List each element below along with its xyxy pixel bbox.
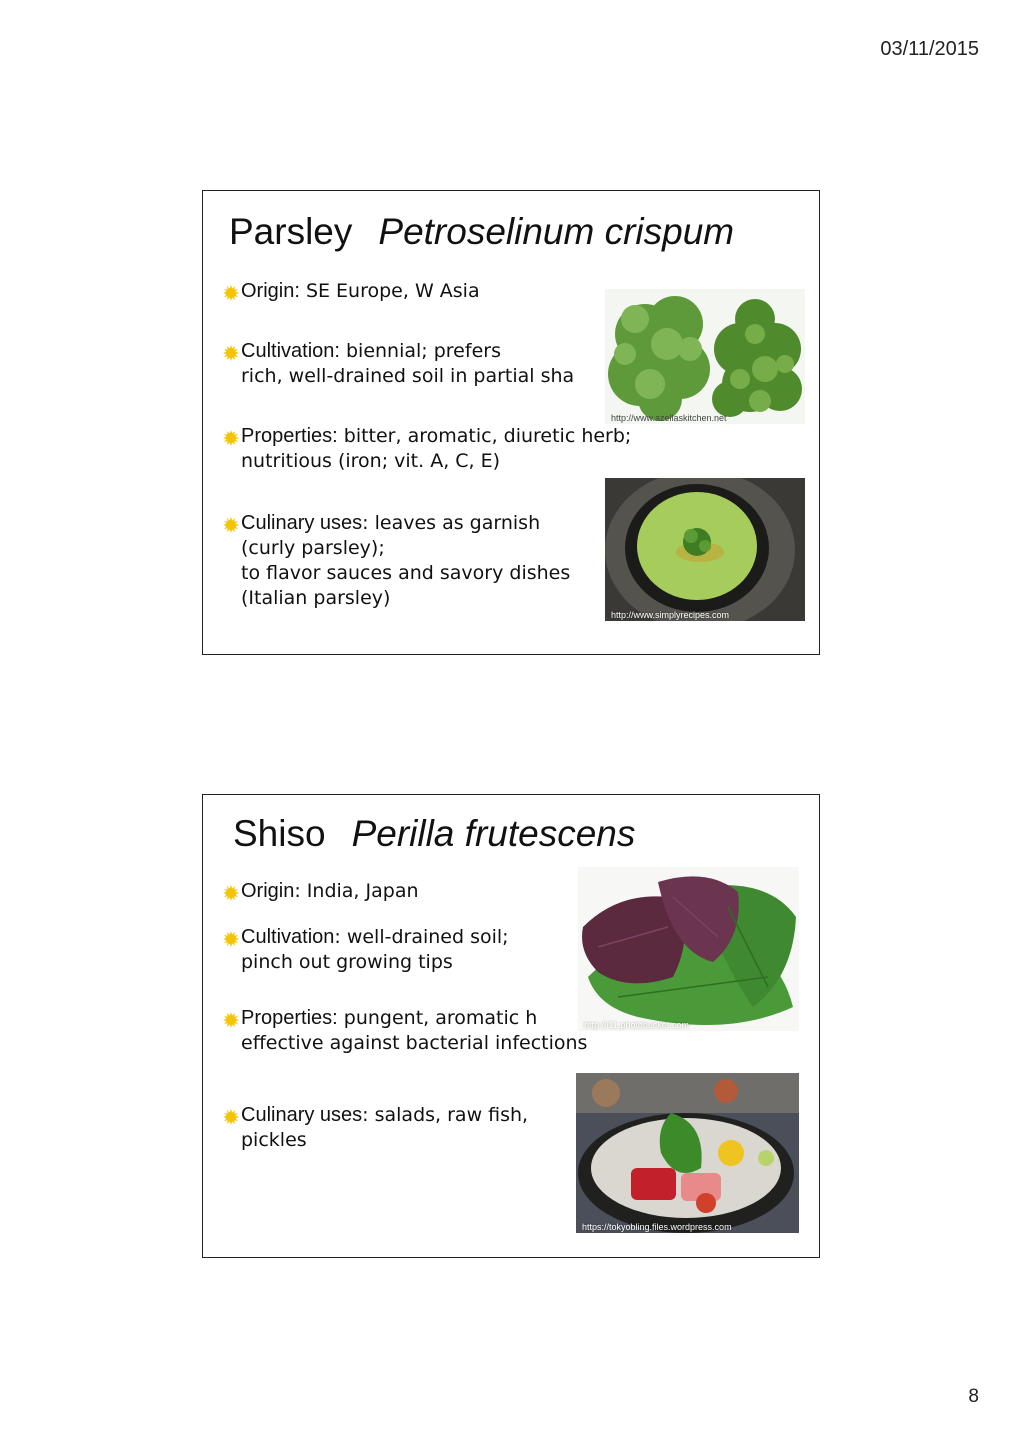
- bullet-star-icon: [223, 285, 239, 301]
- bullet-culinary-uses: [223, 1103, 528, 1153]
- bullet-label: Culinary uses: [241, 1104, 363, 1126]
- common-name: Parsley: [229, 211, 353, 252]
- page-date: 03/11/2015: [880, 38, 979, 60]
- latin-name: Perilla frutescens: [351, 813, 636, 854]
- bullet-text: : salads, raw fish,: [362, 1104, 529, 1126]
- bullet-text: nutritious (iron; vit. A, C, E): [241, 450, 501, 472]
- bullet-label: Origin:: [241, 280, 300, 302]
- bullet-label: Origin: [241, 880, 295, 902]
- bullet-text: : India, Japan: [294, 880, 419, 902]
- bullet-text: pickles: [241, 1129, 307, 1151]
- bullet-text: (Italian parsley): [241, 587, 391, 609]
- bullet-star-icon: [223, 345, 239, 361]
- bullet-text: SE Europe, W Asia: [299, 280, 480, 302]
- bullet-cultivation: [223, 339, 574, 389]
- shiso-leaves-image: [578, 867, 799, 1031]
- bullet-text: pinch out growing tips: [241, 951, 453, 973]
- bullet-star-icon: [223, 430, 239, 446]
- bullet-star-icon: [223, 517, 239, 533]
- bullet-text: : well-drained soil;: [334, 926, 509, 948]
- image-credit: https://tokyobling.files.wordpress.com: [582, 1222, 732, 1232]
- bullet-label: Properties:: [241, 425, 338, 447]
- image-credit: http://www.azellaskitchen.net: [611, 413, 727, 423]
- image-credit: http://i11.photobucket.com: [584, 1020, 689, 1030]
- bullet-properties: [223, 424, 631, 474]
- bullet-text: rich, well-drained soil in partial sha: [241, 365, 575, 387]
- slide-title: [233, 813, 635, 855]
- bullet-cultivation: [223, 925, 509, 975]
- bullet-star-icon: [223, 931, 239, 947]
- bullet-star-icon: [223, 1012, 239, 1028]
- bullet-star-icon: [223, 1109, 239, 1125]
- parsley-soup-image: [605, 478, 805, 621]
- bullet-star-icon: [223, 885, 239, 901]
- page-number: 8: [968, 1386, 979, 1407]
- bullet-text: (curly parsley);: [241, 537, 385, 559]
- parsley-leaves-image: [605, 289, 805, 424]
- bullet-properties: [223, 1006, 587, 1056]
- common-name: Shiso: [233, 813, 326, 854]
- bullet-text: effective against bacterial infections: [241, 1032, 588, 1054]
- sashimi-bowl-image: [576, 1073, 799, 1233]
- bullet-label: Properties:: [241, 1007, 338, 1029]
- bullet-text: to flavor sauces and savory dishes: [241, 562, 571, 584]
- slide-parsley: [202, 190, 820, 655]
- slide-shiso: [202, 794, 820, 1258]
- bullet-label: Cultivation:: [241, 340, 340, 362]
- slide-title: [229, 211, 734, 253]
- image-credit: http://www.simplyrecipes.com: [611, 610, 730, 620]
- latin-name: Petroselinum crispum: [378, 211, 735, 252]
- bullet-label: Culinary uses: [241, 512, 363, 534]
- bullet-text: bitter, aromatic, diuretic herb;: [337, 425, 632, 447]
- bullet-text: : leaves as garnish: [362, 512, 541, 534]
- bullet-origin: [223, 879, 419, 904]
- bullet-label: Cultivation: [241, 926, 335, 948]
- bullet-origin: [223, 279, 480, 304]
- bullet-culinary-uses: [223, 511, 570, 611]
- bullet-text: pungent, aromatic h: [337, 1007, 538, 1029]
- bullet-text: biennial; prefers: [339, 340, 501, 362]
